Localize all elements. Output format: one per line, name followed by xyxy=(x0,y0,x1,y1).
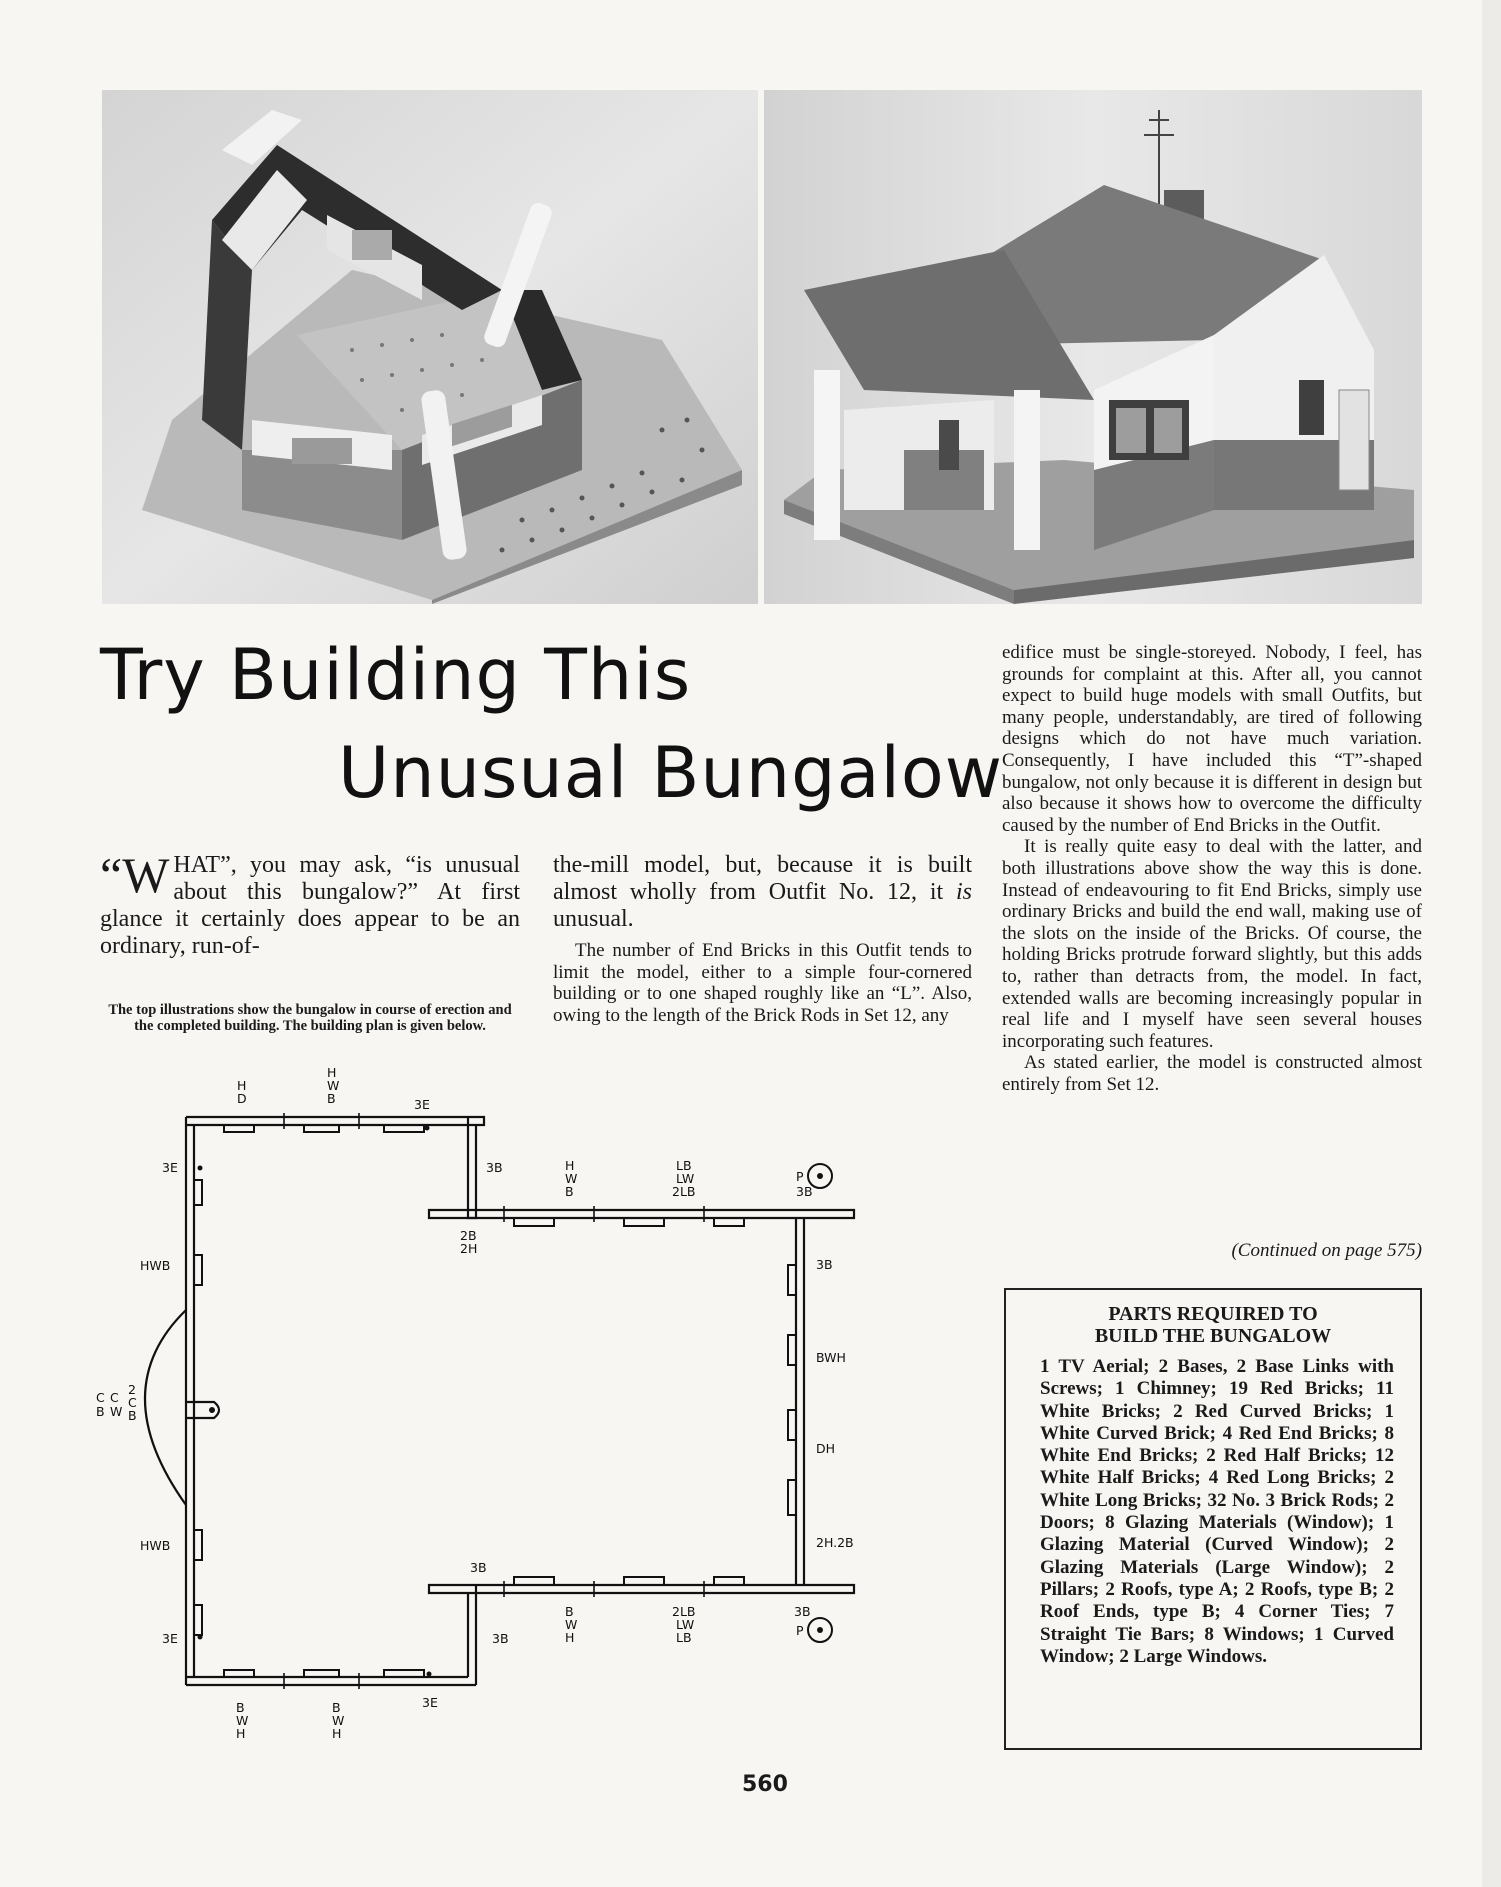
pillar-label-top: P xyxy=(796,1169,804,1184)
label-3b-lower-inner: 3B xyxy=(492,1631,509,1646)
label-b: B xyxy=(332,1700,341,1715)
intro-text: HAT”, you may ask, “is unusual about this bungalow?” At first glance it certainly does appear to be an ordinary, run-of- xyxy=(100,852,520,959)
middle-lead-emphasis: is xyxy=(955,879,972,905)
label-3b-right-top: 3B xyxy=(796,1184,813,1199)
label-h: H xyxy=(236,1726,246,1741)
building-plan-diagram xyxy=(84,1060,864,1760)
label-lb: LB xyxy=(676,1630,692,1645)
middle-lead-suffix: unusual. xyxy=(553,906,634,932)
middle-lead-text: the-mill model, but, because it is built almost wholly from Outfit No. 12, it xyxy=(553,852,972,905)
label-3e-left: 3E xyxy=(162,1160,178,1175)
label-3b-right: 3B xyxy=(816,1257,833,1272)
photo-caption: The top illustrations show the bungalow in course of erection and the completed building. The building plan is given below. xyxy=(108,1002,512,1034)
label-b: B xyxy=(96,1404,105,1419)
right-paragraph-2: It is really quite easy to deal with the latter, and both illustrations above show the way this is done. Instead of endeavouring to fit End Bricks, simply use ordinary Bricks and build the end wall, making use of the slots on the inside of the Bricks. Of course, the holding Bricks protrude forward slightly, but this adds to, rather than detracts from, the model. In fact, extended walls are becoming increasingly popular in real life and I myself have seen several houses incorporating such features. xyxy=(1002,836,1422,1052)
label-w: W xyxy=(332,1713,345,1728)
label-h: H xyxy=(565,1630,575,1645)
parts-list: 1 TV Aerial; 2 Bases, 2 Base Links with Screws; 1 Chimney; 19 Red Bricks; 11 White Bricks; 2 Red Curved Bricks; 1 White Curved Brick; 4 Red End Bricks; 8 White End Bricks; 2 Red Half Bricks; 12 White Half Bricks; 4 Red Long Bricks; 2 White Long Bricks; 32 No. 3 Brick Rods; 2 Doors; 8 Glazing Materials (Window); 1 Glazing Material (Curved Window); 2 Glazing Materials (Large Window); 2 Pillars; 2 Roofs, type A; 2 Roofs, type B; 2 Roof Ends, type B; 4 Corner Ties; 7 Straight Tie Bars; 8 Windows; 1 Curved Window; 2 Large Windows. xyxy=(1040,1356,1394,1667)
label-h: H xyxy=(332,1726,342,1741)
drop-cap: “W xyxy=(100,847,170,903)
label-3e-left-bottom: 3E xyxy=(162,1631,178,1646)
label-bwh-right: BWH xyxy=(816,1350,846,1365)
page-number: 560 xyxy=(742,1772,788,1797)
label-h: H xyxy=(565,1158,575,1173)
label-lw: LW xyxy=(676,1617,695,1632)
label-3e-bottom: 3E xyxy=(422,1695,438,1710)
label-hwb-left: HWB xyxy=(140,1258,171,1273)
label-w: W xyxy=(236,1713,249,1728)
parts-heading xyxy=(1006,1303,1420,1347)
middle-lead-paragraph xyxy=(553,852,972,933)
construction-photo xyxy=(102,90,758,604)
label-b: B xyxy=(327,1091,336,1106)
parts-heading-line-2: BUILD THE BUNGALOW xyxy=(1094,1325,1332,1347)
intro-paragraph xyxy=(100,847,520,960)
label-3b-inner-bottom: 3B xyxy=(470,1560,487,1575)
label-c: C xyxy=(128,1395,137,1410)
pillar-marker-icon xyxy=(808,1164,832,1642)
label-w: W xyxy=(565,1171,578,1186)
bungalow-under-construction-photo-icon xyxy=(102,90,758,604)
label-2h2b-right: 2H.2B xyxy=(816,1535,854,1550)
completed-photo xyxy=(764,90,1422,604)
label-lw: LW xyxy=(676,1171,695,1186)
parts-required-box xyxy=(1004,1288,1422,1750)
label-b: B xyxy=(236,1700,245,1715)
article-title-line-2: Unusual Bungalow xyxy=(338,732,1004,814)
label-b: B xyxy=(128,1408,137,1423)
continued-note: (Continued on page 575) xyxy=(1231,1240,1422,1261)
label-w: W xyxy=(327,1078,340,1093)
parts-heading-line-1: PARTS REQUIRED TO xyxy=(1108,1303,1318,1325)
label-w: W xyxy=(565,1617,578,1632)
label-hwb-left-lower: HWB xyxy=(140,1538,171,1553)
label-2lb: 2LB xyxy=(672,1604,696,1619)
label-2lb: 2LB xyxy=(672,1184,696,1199)
label-d: D xyxy=(237,1091,247,1106)
label-3b-right-bottom: 3B xyxy=(794,1604,811,1619)
label-h: H xyxy=(327,1065,337,1080)
page-edge xyxy=(1482,0,1501,1887)
label-3b-inner: 3B xyxy=(486,1160,503,1175)
label-b: B xyxy=(565,1604,574,1619)
right-column xyxy=(1002,642,1422,1095)
completed-bungalow-photo-icon xyxy=(764,90,1422,604)
label-2h: 2H xyxy=(460,1241,478,1256)
label-h: H xyxy=(237,1078,247,1093)
label-lb: LB xyxy=(676,1158,692,1173)
middle-body-paragraph: The number of End Bricks in this Outfit tends to limit the model, either to a simple four-cornered building or to one shaped roughly like an “L”. Also, owing to the length of the Brick Rods in Set 12, any xyxy=(553,940,972,1026)
label-2: 2 xyxy=(128,1382,136,1397)
label-dh-right: DH xyxy=(816,1441,836,1456)
label-w: W xyxy=(110,1404,123,1419)
right-paragraph-3: As stated earlier, the model is constructed almost entirely from Set 12. xyxy=(1002,1052,1422,1095)
label-b: B xyxy=(565,1184,574,1199)
label-3e-top: 3E xyxy=(414,1097,430,1112)
label-c: C xyxy=(96,1390,105,1405)
right-paragraph-1: edifice must be single-storeyed. Nobody, I feel, has grounds for complaint at this. After all, you cannot expect to build huge models with small Outfits, but many people, understandably, are tired of following designs which do not have much variation. Consequently, I have included this “T”-shaped bungalow, not only because it is different in design but also because it shows how to overcome the difficulty caused by the number of End Bricks in the Outfit. xyxy=(1002,642,1422,836)
article-title-line-1: Try Building This xyxy=(100,634,692,716)
label-c: C xyxy=(110,1390,119,1405)
pillar-label-bottom: P xyxy=(796,1623,804,1638)
label-2b: 2B xyxy=(460,1228,477,1243)
